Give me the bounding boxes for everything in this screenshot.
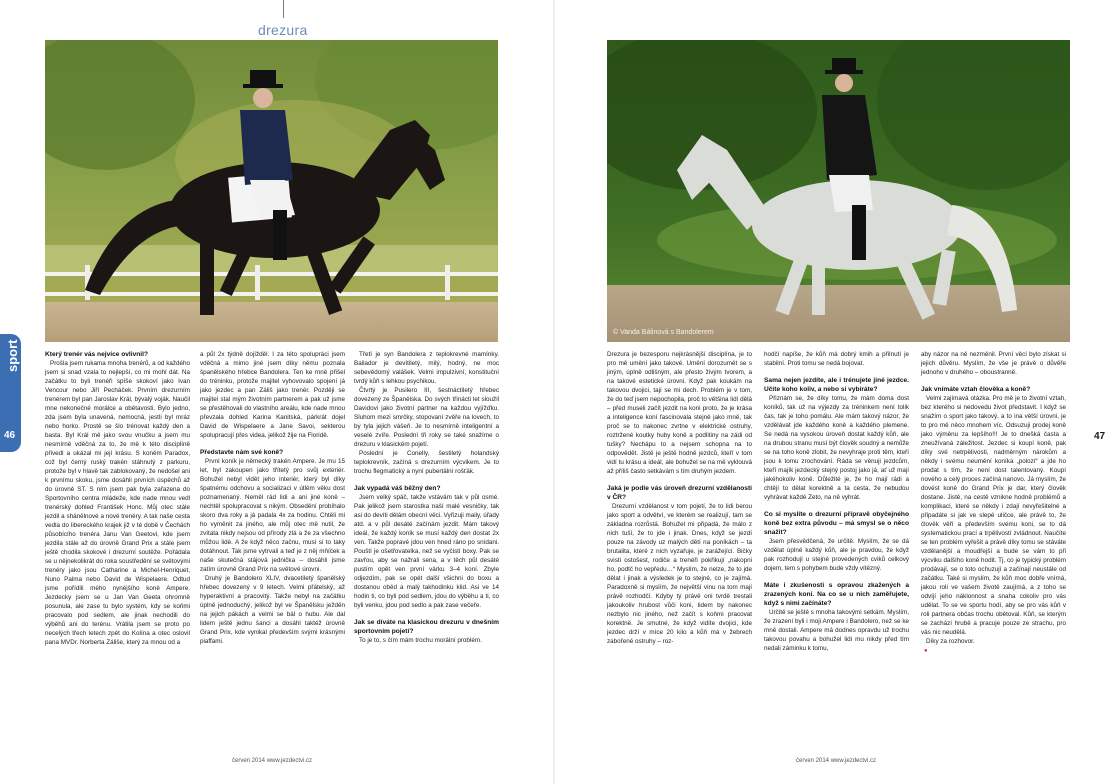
header-rule bbox=[283, 0, 284, 18]
question-heading: Který trenér vás nejvíce ovlivnil? bbox=[45, 351, 148, 358]
text-column-2 bbox=[200, 350, 345, 646]
question-heading: Co si myslíte o drezurní přípravě obyčejného koně bez extra původu – má smysl se o něco snažit? bbox=[764, 511, 909, 536]
article-paragraph: Třetí je syn Bandolera z teplokrevné mamínky. Bailador je devítiletý, milý, hodný, ne moc sebevědomý valášek. Velmi impulzivní, konstituční tvrdý kůň s lehkou psychikou. bbox=[354, 351, 499, 385]
article-paragraph: Drezura je bezesporu nejkrásnější disciplína, je to pro mě umění jako takové. Umění dorozumět se s jiným, úplně odlišným, ale přesto živým tvorem, a na takové estetické úrovni. Když pak koukám na takovou dvojici, tají se mi dech. Problém je v tom, že do teď jsem nepochopila, proč to většina lidí dělá – před museli začít jezdit na koni proto, že je krása a inteligence koní fascinovala stejně jako mně, tak proč se to nakonec zvrtne v elektrické ostruhy, roztržené koutky huby koně a podlitiny na zádi od tušky? Nechápu to a nejsem schopna na to odpovědět. Jistě je ještě hodně jezdců, kteří v tom vidí tu krásu a ideál, ale bohužel se na mě vyklouvá až příliš často setkávám s tím druhým jezdem. bbox=[607, 351, 752, 475]
article-paragraph: Velmi zajímavá otázka. Pro mě je to životní vztah, bez kterého si nedovedu život představit. I když se snažím o sport jako takový, a to ina větší úrovni, je to pro mě něco mnohem víc. Odsuzuji prodej koně jako výměnu za lepšího!!! Je to dnešká časta a zneužívaná záležitost. Jezdec si koupí koně, pak díky své netrpělivosti, nadměrným nárokům a někdy i svému neumění koníka „polozí“ a jde ho prodat s tím, že není dost talentovaný. Koupí nového a celý proces začíná nanovo. Já myslím, že dovést koně do Grand Prix je dar, který člověk dostane. Jistě, na cestě vznikne hodně problémů a komplikací, které se někdy i zdají nevyřešitelné a připadáte si jak ve slepé uličce, ale právě to, že člověk věří a především svému koni, se to dá systematickou prací a trpělivostí zvládnout. Naučíte se ten problém vyřešit a právě díky tomu se stáváte vzdělanější a moudřejší a bude se vám to při výcviku dalšího koně hodit. Tj, co je typický problém prodávají, se o toto ochuzují a začínají neustále od začátku. Také si myslím, že kůň moc dobře vnímá, jakou roli ve vašem životě zaujímá, a z toho se odvíjí jeho náklonnost a snaha cokoliv pro vás udělat. To se ve sportu hodí, aby se pro vás kůň v roli partnera občas trochu obětoval. Kůň, se kterým se zachází hrubě a pracuje pouze ze strachu, pro vás nic neudělá. bbox=[921, 395, 1066, 636]
page-number-right: 47 bbox=[1094, 431, 1106, 442]
side-tab-label: sport bbox=[5, 339, 20, 372]
question-heading: Sama nejen jezdíte, ale i trénujete jiné jezdce. Učíte koho koliv, a nebo si vybíráte? bbox=[764, 377, 909, 393]
article-paragraph: První koník je německý trakén Ampere. Je mu 15 let, byl zakoupen jako třítetý pro svůj exteriér. Bohužel nebyl vidět jeho interiér, který byl díky špatnému odchovu a socializaci v útlém věku dost poznamenaný. Neměl rád lidi a ani jiné koně – nechtěl spolupracovat s nikým. Obsedění probíhalo skoro dva roky a já padala 4x za hodinu. Chtěli mi ho vyměnit za jiného, ale můj otec mě nutil, že zvítata nikdy nejsou od přírody zlá a že za všechno můžou lidé. A že když něco začnu, musí si to taky dotáhnout. Tak jsme vytrvali a teď je z něj mňíček a naše skutečná stájová jednička – dosáhli jsme zatím úrovně Grand Prix na světové úrovni. bbox=[200, 458, 345, 573]
question-heading: Jaká je podle vás úroveň drezurní vzdělanosti v ČR? bbox=[607, 485, 752, 501]
section-title: drezura bbox=[258, 22, 308, 38]
page-gutter bbox=[553, 0, 555, 784]
article-paragraph: Jsem přesvědčená, že určitě. Myslím, že se dá vzdělat úplně každý kůň, ale je pravdou, že když pak rozhodují u stejné provedených cviků celkový dojem, tem s pohybem bude vždy vítězný. bbox=[764, 538, 909, 572]
article-paragraph: Čtvrtý je Pusilero III, šestnáctiletý hřebec dovezený ze Španělska. Do svých třinácti let sloužil Davidovi jako životní partner na každou vyjížďku. Sluhom mezi smrčky, stopovaní zvěře na lovech, to by tyla jejich vášeň. Je to nesmírně inteligentní a veselé zvíře. Poslední tři roky se také snažíme o drezuru v klasickém pojetí. bbox=[354, 387, 499, 448]
page-number-left: 46 bbox=[4, 430, 16, 441]
article-paragraph: Přiznám se, že díky tomu, že mám doma dost koníků, tak už na výjezdy za tréninkem není tolik čas, tak je toho pomálu. Ale mám takový názor, že vzdělávat jde každého koně a každého plemene. Se nedá na vysokou úroveň dostat každý kůň, ale na drubou stranu musí být člověk soudný a nemůže se na toho koně zlobit, že nevyhraje proti těm, kteří jsou k tomu zrochování. Ráda se věnuji jezdcům, kteří majík jezdecký stejný postoj jako já, ať už mají jakéhokoliv koně. Důležité je, že ho mají rádi a chtějí to dělat korektně a ta cesta, že nebudou vyhrávat každé Zeto, na ně vyhrát. bbox=[764, 395, 909, 501]
question-heading: Máte i zkušenosti s opravou zkažených a zrazených koní. Na co se u nich zaměřujete, když s nimi začínáte? bbox=[764, 582, 909, 607]
article-paragraph: aby názor na ně nezměnil. První věcí bylo získat si jejich důvěru. Myslím, že vše je právě o důvěře jednoho v druhého – oboustranně. bbox=[921, 351, 1066, 376]
photo-dark-horse-rider bbox=[45, 40, 498, 342]
text-column-3 bbox=[354, 350, 499, 645]
question-heading: Jak se díváte na klasickou drezuru v dnešním sportovním pojetí? bbox=[354, 619, 499, 635]
article-paragraph: Prošla jsem rukama mnoha trenérů, a od každého jsem si snad vzala to nejlepší, co mi mohl dát. Na začátku to byli trenéři spíše skokoví jako Ivan Vencour nebo Jiří Pecháček. Prvním drezurním trenérem byl pan Jaroslav Král, bývalý voják. Naučil mne nekonečné morálce a obětavosti. Bylo jedno, zda jsem byla unavená, nemocná, jestli byl mráz nebo horko. Prostě se šlo trénovat každý den a basta. Byl Král mě jako svou vnučku a jsem mu nesmírně vděčná za to, že mě k této disciplíně přivedl a ukázal mi její krásu. S koněm Paradox, což byl černý ruský trakén stáhnutý z parkuru, protože byl v hlavě tak zablokovaný, že nedošel ani k prvnímu skoku, jsme dosáhli prvních úspěchů až do úrovně ST. S ním jsem pak byla zařazena do Sportovního centra mládeže, kde nade mnou vedl trenérský dohled František Honc. Můj otec stále jezdil a shánělnové a nové trenéry. A tak naše cesta vedla do libereckého krajek již v té době v Čechách působícího trenéra Janu Van Geetovi, kde jsem jezdila stále až do úrovně Grand Prix a stále jsem ještě chodila skokové i drezurní soutěže. Pořádala se u nějnekolikrát do roka soustředění se světovými trenéry jako jsou Catharine a Michel-Henriquet, Nuno Palma nebo David de Wispelaere. Odtud jsme pořídili mého nynějšího koně Ampere. Jezdecky jsem se u Jan Van Geeta ohromně posunula, ale zase tu bylo systém, kdy se koňmi pracovalo pod sedlem, ale jinak nechodili do výběhů ani do terénu. Vrátila jsem se proto po necelých třech letech zpět do Kolína a otec oslovil pana MVDr. Norberta Záliše, který za mnou od a bbox=[45, 360, 190, 646]
article-paragraph: Drezurní vzdělanost v tom pojetí, že to lidi berou jako sport a odvětví, ve kterém se realizují, tam se základna rozrůstá. Bohužel mi připadá, že málo z nich tuší, že to jde i jinak. Dnes, když se jezdí pouze na závody uz malých dětí na poníkách – ta brutalita, které z nich vyzařuje, je zarážející. Bičky svisti ostošest, rodiče a trenéři pokřikují „nakopni ho, podtč ho vepředu…“ Myslím, že nelze, že to jde dělat i jinak a výsledek je to stejné, co je zajímá. Paradoxně si myslím, že největší vinu na tom mají právě rozhodčí. Kdyby tý právě oni tvrdě trestali jakoukoliv hrubost vůči koni, lidem by nakonec nezbylo nic jiného, než začít s koňmi pracovat korektně. Je smutné, že když vidíte dvojici, kde jezdec drží v míce 20 kilo a kůň má v žebrech zabořené ostruhy – roz- bbox=[607, 503, 752, 645]
text-column-6 bbox=[921, 350, 1066, 656]
question-heading: Představte nám své koně? bbox=[200, 449, 284, 456]
text-column-4 bbox=[607, 350, 752, 646]
question-heading: Jak vypadá váš běžný den? bbox=[354, 485, 441, 492]
article-paragraph: Druhý je Bandolero XLIV, dvacetiletý španělský hřebec dovezený v 9 letech. Velmi přátelský, až hyperaktivní a pracovitý. Takže nebyl na začátku úplně jednoduchý, jelikož byl ve Španělsku ježděn na jejich pákách a velmi se bál o hubu. Ale dal lidem ještě jednu šanci a dosáhl taktéž úrovně Grand Prix, kde vynikal především svými krásnými piaffami. bbox=[200, 575, 345, 645]
dark-horse-illustration bbox=[45, 40, 498, 342]
article-paragraph: Díky za rozhovor. bbox=[926, 638, 975, 645]
article-paragraph: Poslední je Conelly, šestiletý holandský teplokrevník, začíná s drezurním výcvikem. Je to trochu flegmatický a nyní pubertální rošťák. bbox=[354, 450, 499, 475]
article-paragraph: To je to, s čím mám trochu morální problém. bbox=[359, 637, 482, 644]
grey-horse-illustration bbox=[607, 40, 1070, 342]
footer-right: červen 2014 www.jezdectvi.cz bbox=[796, 758, 877, 764]
text-column-5 bbox=[764, 350, 909, 653]
question-heading: Jak vnímáte vztah člověka a koně? bbox=[921, 386, 1031, 393]
article-paragraph: a půl 2x týdně dojížděl. I za této spolupráci jsem vděčná a mimo jiné jsem díky němu poznala španělského hřebce Bandolera. Ten ke mně přišel do tréninku, protože majitel vyhovovalo spojení já jako jezdec a pan Záliš jako trenér. Později se majitel stal mým životním partnerem a pak už jsme se přestěhovali do vlastního areálu, kde nade mnou převzala dohled Karina Kanitská, párkrát dojel David de Wispelaere a Jane Savoi, sekterou spolupracují přes videa, jelikož žije na Floridě. bbox=[200, 351, 345, 439]
photo-grey-horse-rider bbox=[607, 40, 1070, 342]
article-paragraph: Jsem velký spáč, takže vstávám tak v půl osmé. Pak jelikož jsem starostka naší malé vesničky, tak asi do devíti dělám obecní věci. Vyřizuji maily, úřady atd. a v půl desáté začínám jezdit. Mám takový ideál, že každý koník se musí každý den dostat 2x ven. Takže popravé jdou ven hned ráno po snídani. Pouští je ošetřovatelka, než se vyčistí boxy. Pak se zavřou, aby se nažrali sena, a v těch půl desáté pustím opět ven první várku 3–4 koní. Zbyle odjezdím, pak se opět další všichni do boxu a dostanou oběd a malý takhodinku klid. Asi ve 14 hodin ti, co byli pod sedlem, jdou do výběhu a ti, co byli venku, jdou pod sedlo a pak zase večeře. bbox=[354, 494, 499, 609]
article-paragraph: hodčí napíše, že kůň má dobrý kmih a přilnutí je stabilní. Proti tomu se nedá bojovat. bbox=[764, 351, 909, 367]
text-column-1 bbox=[45, 350, 190, 647]
end-of-article-icon: ● bbox=[924, 648, 928, 654]
footer-left: červen 2014 www.jezdectvi.cz bbox=[232, 758, 313, 764]
article-paragraph: Určitě se ještě s mnoha takovými setkám. Myslím, že zrazení byli i moji Ampere i Bandolero, než se ke mně dostali. Ampere má dodnes opravdu už trochu takovou povahu a bohužel lidi mu nikdy před tím nedali záminku k tomu, bbox=[764, 609, 909, 652]
photo-credit: © Vanda Bálinová s Bandolerem bbox=[613, 329, 714, 336]
